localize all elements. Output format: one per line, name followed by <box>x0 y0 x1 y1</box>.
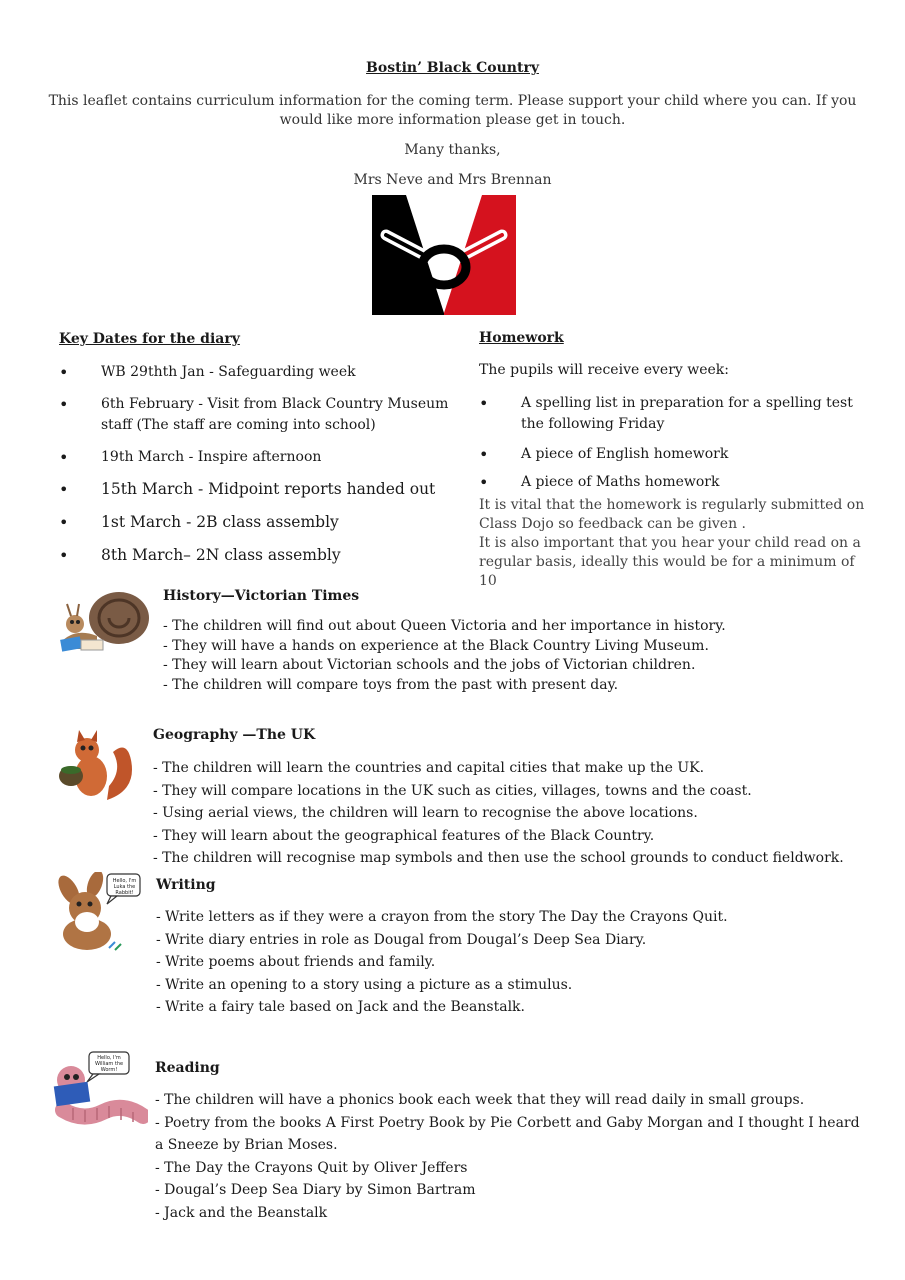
key-dates-heading: Key Dates for the diary <box>59 331 240 347</box>
black-country-flag-icon <box>372 195 516 315</box>
rabbit-speech-bubble: Hello, I'm Luka the Rabbit! <box>112 878 137 896</box>
list-item: - The children will recognise map symbols and then use the school grounds to conduct fieldwork. <box>153 850 844 866</box>
list-item: - Write an opening to a story using a picture as a stimulus. <box>156 976 573 993</box>
list-item: - Jack and the Beanstalk <box>155 1204 328 1221</box>
list-item: - They will have a hands on experience at the Black Country Living Museum. <box>163 637 709 654</box>
homework-list <box>479 393 869 493</box>
list-item: - They will compare locations in the UK such as cities, villages, towns and the coast. <box>153 782 752 799</box>
list-item: a Sneeze by Brian Moses. <box>155 1137 338 1153</box>
history-lines <box>163 617 726 695</box>
list-item: • A piece of Maths homework <box>479 472 869 493</box>
list-item: - They will learn about the geographical features of the Black Country. <box>153 827 655 844</box>
list-item: • 6th February - Visit from Black Country Museum staff (The staff are coming into school) <box>59 394 469 436</box>
list-item: • 15th March - Midpoint reports handed out <box>59 479 469 500</box>
list-item: - Poetry from the books A First Poetry Book by Pie Corbett and Gaby Morgan and I thought I heard <box>155 1114 860 1131</box>
list-item: - Write a fairy tale based on Jack and the Beanstalk. <box>156 999 525 1015</box>
worm-speech-bubble: Hello, I'm William the Worm! <box>94 1055 124 1073</box>
list-item: • 8th March– 2N class assembly <box>59 545 469 566</box>
squirrel-icon <box>57 730 137 802</box>
snail-reading-icon <box>57 588 152 658</box>
list-item: - The children will find out about Queen Victoria and her importance in history. <box>163 618 726 634</box>
list-item: • 1st March - 2B class assembly <box>59 512 469 533</box>
list-item: - Write poems about friends and family. <box>156 954 436 970</box>
reading-heading: Reading <box>155 1060 220 1076</box>
leaflet-title: Bostin’ Black Country <box>366 60 539 76</box>
reading-note: It is also important that you hear your child read on a regular basis, ideally this would be for a minimum of 10 <box>479 535 861 589</box>
writing-lines <box>156 906 728 1019</box>
thanks-text: Many thanks, <box>404 142 501 158</box>
list-item: - Write diary entries in role as Dougal from Dougal’s Deep Sea Diary. <box>156 931 647 948</box>
writing-heading: Writing <box>156 877 216 893</box>
key-dates-list <box>59 362 469 566</box>
list-item: • WB 29thth Jan - Safeguarding week <box>59 362 469 383</box>
list-item: - Using aerial views, the children will learn to recognise the above locations. <box>153 805 698 821</box>
geography-lines <box>153 757 844 870</box>
list-item: - They will learn about Victorian schools and the jobs of Victorian children. <box>163 657 696 673</box>
list-item: - Dougal’s Deep Sea Diary by Simon Bartram <box>155 1182 476 1198</box>
list-item: - The Day the Crayons Quit by Oliver Jeffers <box>155 1159 468 1176</box>
homework-intro: The pupils will receive every week: <box>479 362 729 378</box>
list-item: - The children will have a phonics book each week that they will read daily in small groups. <box>155 1092 805 1108</box>
list-item: • 19th March - Inspire afternoon <box>59 447 469 468</box>
homework-note: It is vital that the homework is regularly submitted on Class Dojo so feedback can be given . <box>479 497 865 532</box>
list-item: • A piece of English homework <box>479 444 869 465</box>
list-item: - The children will compare toys from the past with present day. <box>163 676 619 693</box>
reading-lines <box>155 1089 860 1224</box>
signature: Mrs Neve and Mrs Brennan <box>353 172 552 188</box>
history-heading: History—Victorian Times <box>163 588 360 604</box>
list-item: - Write letters as if they were a crayon from the story The Day the Crayons Quit. <box>156 909 728 925</box>
intro-text: This leaflet contains curriculum information for the coming term. Please support your child where you can. If you would like more information please get in touch. <box>48 93 857 128</box>
list-item: - The children will learn the countries and capital cities that make up the UK. <box>153 760 705 776</box>
homework-heading: Homework <box>479 330 564 346</box>
list-item: • A spelling list in preparation for a spelling test the following Friday <box>479 393 869 435</box>
geography-heading: Geography —The UK <box>153 727 316 743</box>
